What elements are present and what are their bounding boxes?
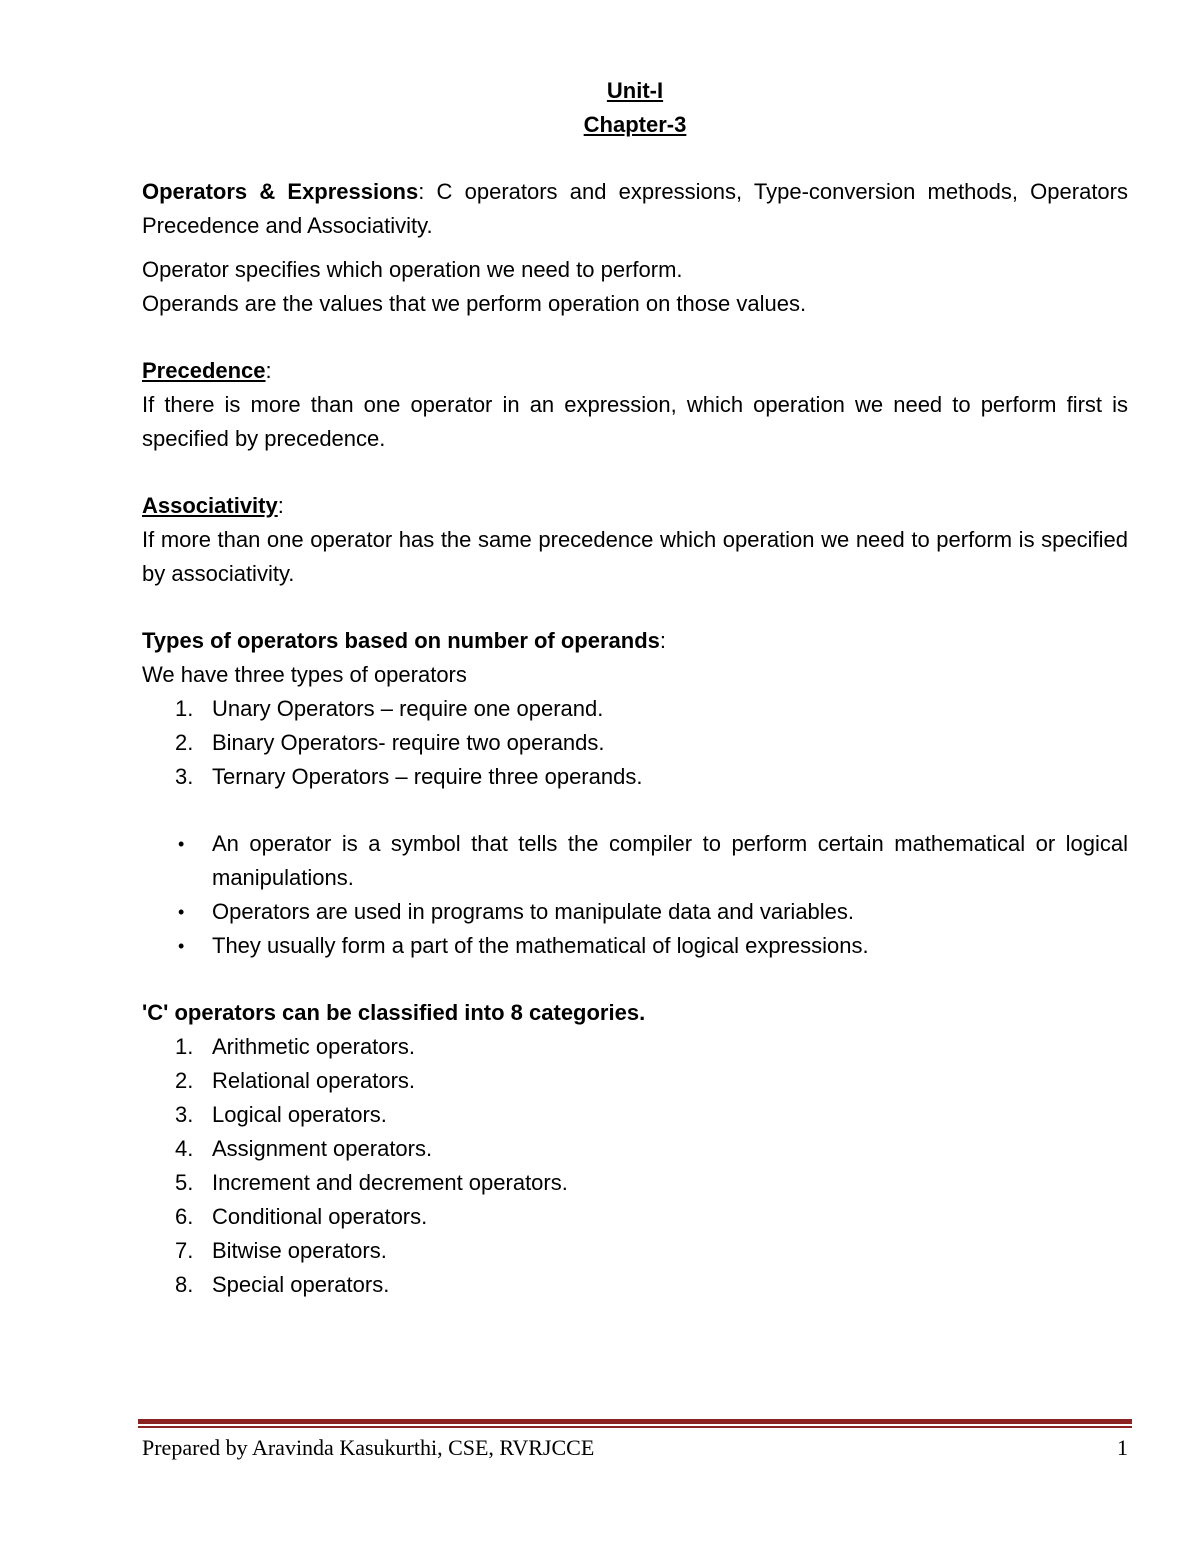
- list-item-text: Bitwise operators.: [212, 1238, 387, 1263]
- list-item-text: Binary Operators- require two operands.: [212, 730, 605, 755]
- bullet-icon: •: [178, 834, 185, 854]
- list-item: [142, 1200, 1128, 1234]
- list-item: [142, 1166, 1128, 1200]
- precedence-colon: :: [265, 358, 272, 383]
- precedence-heading: Precedence: [142, 358, 266, 383]
- list-item: [142, 1030, 1128, 1064]
- types-list: [142, 692, 1128, 794]
- list-item-text: Special operators.: [212, 1272, 390, 1297]
- list-item: [142, 929, 1128, 963]
- list-item: [142, 1064, 1128, 1098]
- bullet-icon: •: [178, 902, 185, 922]
- operator-definition: Operator specifies which operation we need to perform.: [142, 257, 683, 282]
- bullet-list: [142, 827, 1128, 963]
- list-number: 7.: [175, 1238, 194, 1263]
- types-heading: Types of operators based on number of operands: [142, 628, 660, 653]
- associativity-heading: Associativity: [142, 493, 278, 518]
- topic-label: Operators & Expressions: [142, 179, 419, 204]
- types-lead: We have three types of operators: [142, 662, 467, 687]
- list-item: [142, 1098, 1128, 1132]
- list-item-text: Operators are used in programs to manipulate data and variables.: [212, 899, 855, 924]
- topic-paragraph: [142, 175, 1128, 243]
- list-item-text: Relational operators.: [212, 1068, 416, 1093]
- list-item: [142, 1234, 1128, 1268]
- list-item-text: Increment and decrement operators.: [212, 1170, 568, 1195]
- list-item: [142, 1132, 1128, 1166]
- list-item: [142, 827, 1128, 895]
- list-number: 6.: [175, 1204, 194, 1229]
- list-item: [142, 895, 1128, 929]
- list-item: [142, 760, 1128, 794]
- list-number: 8.: [175, 1272, 194, 1297]
- list-number: 2.: [175, 730, 194, 755]
- associativity-colon: :: [277, 493, 284, 518]
- page-number: 1: [1117, 1435, 1128, 1460]
- list-item-text: Conditional operators.: [212, 1204, 428, 1229]
- list-item-text: Ternary Operators – require three operands.: [212, 764, 643, 789]
- list-number: 3.: [175, 764, 194, 789]
- list-number: 4.: [175, 1136, 194, 1161]
- list-number: 3.: [175, 1102, 194, 1127]
- footer-divider-thick: [138, 1419, 1132, 1424]
- list-item-text: They usually form a part of the mathematical of logical expressions.: [212, 933, 869, 958]
- list-item: [142, 726, 1128, 760]
- precedence-text: If there is more than one operator in an expression, which operation we need to perform first is specified by precedence.: [142, 392, 1128, 451]
- operand-definition: Operands are the values that we perform operation on those values.: [142, 291, 807, 316]
- topic-text: : C operators and expressions, Type-conversion methods, Operators Precedence and Associativity.: [142, 179, 1128, 238]
- list-number: 5.: [175, 1170, 194, 1195]
- types-heading-line: [142, 624, 1128, 658]
- list-number: 1.: [175, 1034, 194, 1059]
- categories-list: [142, 1030, 1128, 1302]
- bullet-icon: •: [178, 936, 185, 956]
- list-item-text: Assignment operators.: [212, 1136, 433, 1161]
- footer-divider-thin: [138, 1426, 1132, 1428]
- list-number: 1.: [175, 696, 194, 721]
- associativity-heading-line: [142, 489, 1128, 523]
- page-content: [142, 74, 1128, 1302]
- list-item: [142, 692, 1128, 726]
- associativity-text: If more than one operator has the same precedence which operation we need to perform is specified by associativity.: [142, 527, 1128, 586]
- unit-title: Unit-I: [606, 78, 664, 103]
- list-item-text: An operator is a symbol that tells the compiler to perform certain mathematical or logical manipulations.: [212, 831, 1128, 890]
- precedence-heading-line: [142, 354, 1128, 388]
- types-colon: :: [659, 628, 667, 653]
- list-item-text: Logical operators.: [212, 1102, 387, 1127]
- categories-heading: 'C' operators can be classified into 8 categories.: [142, 1000, 646, 1025]
- list-item-text: Unary Operators – require one operand.: [212, 696, 604, 721]
- chapter-title: Chapter-3: [583, 112, 687, 137]
- list-number: 2.: [175, 1068, 194, 1093]
- footer-credit: Prepared by Aravinda Kasukurthi, CSE, RVRJCCE: [142, 1435, 595, 1460]
- list-item-text: Arithmetic operators.: [212, 1034, 415, 1059]
- list-item: [142, 1268, 1128, 1302]
